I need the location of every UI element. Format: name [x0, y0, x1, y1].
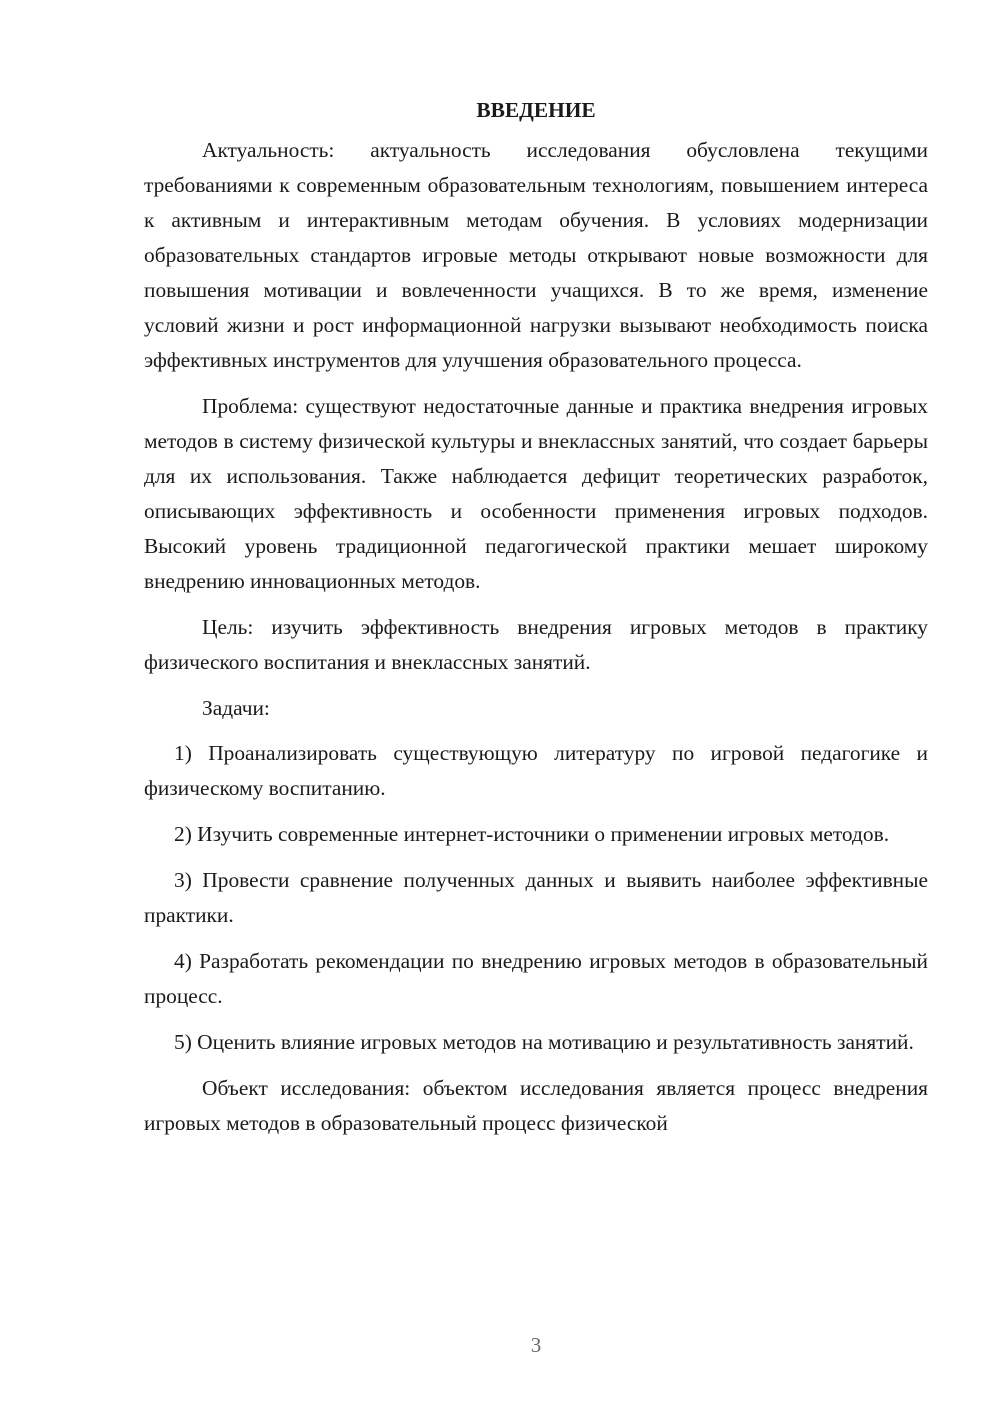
page-number: 3 [530, 1333, 542, 1357]
task-item-1: 1) Проанализировать существующую литературу по игровой педагогике и физическому воспитанию. [144, 741, 928, 800]
task-item-4: 4) Разработать рекомендации по внедрению игровых методов в образовательный процесс. [144, 949, 928, 1008]
relevance-paragraph: Актуальность: актуальность исследования обусловлена текущими требованиями к современным образовательным технологиям, повышением интереса к активным и интерактивным методам обучения. В условиях модернизации образовательных стандартов игровые методы открывают новые возможности для повышения мотивации и вовлеченности учащихся. В то же время, изменение условий жизни и рост информационной нагрузки вызывают необходимость поиска эффективных инструментов для улучшения образовательного процесса. [144, 138, 928, 372]
object-paragraph: Объект исследования: объектом исследования является процесс внедрения игровых методов в образовательный процесс физической [144, 1076, 928, 1135]
page-content [144, 93, 928, 1152]
section-title: ВВЕДЕНИЕ [476, 98, 596, 122]
problem-paragraph: Проблема: существуют недостаточные данные и практика внедрения игровых методов в систему физической культуры и внеклассных занятий, что создает барьеры для их использования. Также наблюдается дефицит теоретических разработок, описывающих эффективность и особенности применения игровых подходов. Высокий уровень традиционной педагогической практики мешает широкому внедрению инновационных методов. [144, 394, 928, 593]
tasks-heading: Задачи: [202, 696, 270, 720]
task-item-3: 3) Провести сравнение полученных данных и выявить наиболее эффективные практики. [144, 868, 928, 927]
goal-paragraph: Цель: изучить эффективность внедрения игровых методов в практику физического воспитания и внеклассных занятий. [144, 615, 928, 674]
task-item-5: 5) Оценить влияние игровых методов на мотивацию и результативность занятий. [174, 1030, 914, 1054]
task-item-2: 2) Изучить современные интернет-источники о применении игровых методов. [174, 822, 890, 846]
